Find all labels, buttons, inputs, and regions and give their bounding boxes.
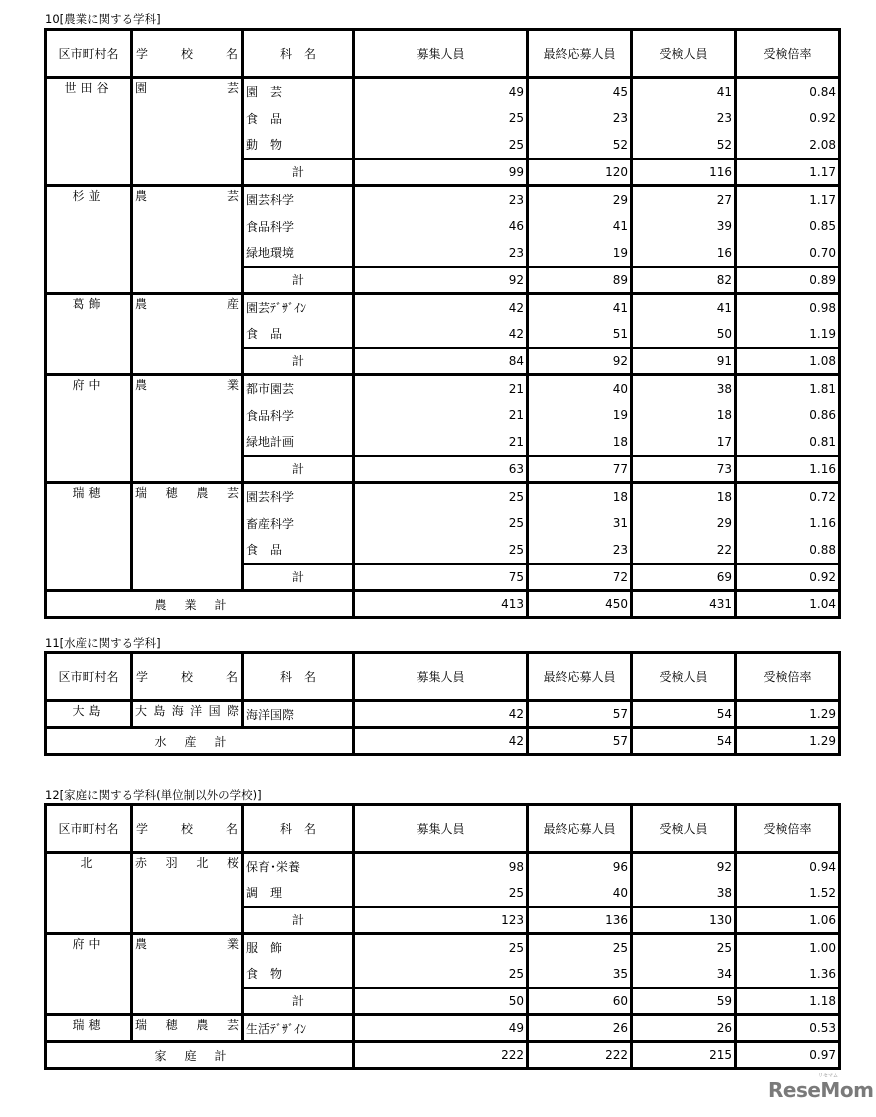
subtotal-ratio-cell: 0.89 [736,267,840,294]
school-name-char: 北 [196,856,209,870]
header-dept: 科 名 [243,653,354,701]
final-cell: 40 [528,880,632,907]
school-name-char: 業 [226,937,239,951]
header-school-char: 名 [225,822,238,836]
capacity-cell: 21 [354,402,528,429]
dept-cell: 畜産科学 [243,510,354,537]
dept-cell: 食品科学 [243,402,354,429]
header-ratio: 受検倍率 [736,805,840,853]
resemom-logo-ruby: リセマム [818,1073,838,1079]
dept-cell: 食 品 [243,105,354,132]
admissions-table [44,651,841,756]
resemom-logo: ReseMom [768,1078,874,1102]
dept-cell: 園芸科学 [243,186,354,213]
subtotal-ratio-cell: 1.18 [736,988,840,1015]
final-cell: 96 [528,853,632,880]
header-final-applicants: 最終応募人員 [528,653,632,701]
header-school-char: 学 [136,670,149,684]
grand-total-capacity-cell: 413 [354,591,528,618]
header-ward: 区市町村名 [46,805,132,853]
ward-cell: 葛飾 [46,294,132,375]
table-row [46,186,840,213]
ratio-cell: 1.19 [736,321,840,348]
subtotal-exam-cell: 130 [632,907,736,934]
grand-total-exam-cell: 215 [632,1042,736,1069]
final-cell: 52 [528,132,632,159]
school-name-char: 大 [135,704,148,718]
school-name-char: 芸 [226,486,239,500]
subtotal-label: 計 [243,564,354,591]
dept-cell: 生活ﾃﾞｻﾞｲﾝ [243,1015,354,1042]
capacity-cell: 21 [354,429,528,456]
dept-cell: 海洋国際 [243,701,354,728]
grand-total-ratio-cell: 0.97 [736,1042,840,1069]
final-cell: 51 [528,321,632,348]
exam-cell: 54 [632,701,736,728]
header-school-char: 名 [225,47,238,61]
subtotal-capacity-cell: 84 [354,348,528,375]
exam-cell: 26 [632,1015,736,1042]
school-cell [132,1015,243,1042]
exam-cell: 18 [632,402,736,429]
dept-cell: 調 理 [243,880,354,907]
table-row [46,853,840,880]
header-dept: 科 名 [243,30,354,78]
ratio-cell: 1.16 [736,510,840,537]
subtotal-final-cell: 136 [528,907,632,934]
subtotal-capacity-cell: 99 [354,159,528,186]
subtotal-final-cell: 89 [528,267,632,294]
school-name-char: 園 [135,81,148,95]
exam-cell: 29 [632,510,736,537]
exam-cell: 38 [632,880,736,907]
capacity-cell: 49 [354,78,528,105]
exam-cell: 18 [632,483,736,510]
subtotal-label: 計 [243,907,354,934]
header-school-char: 名 [225,670,238,684]
school-name-char: 洋 [190,704,203,718]
subtotal-final-cell: 72 [528,564,632,591]
header-row [46,30,840,78]
exam-cell: 39 [632,213,736,240]
grand-total-row [46,728,840,755]
exam-cell: 16 [632,240,736,267]
school-name-char: 穂 [165,1018,178,1032]
subtotal-capacity-cell: 63 [354,456,528,483]
capacity-cell: 23 [354,240,528,267]
final-cell: 29 [528,186,632,213]
ward-cell: 府中 [46,375,132,483]
exam-cell: 34 [632,961,736,988]
grand-total-capacity-cell: 222 [354,1042,528,1069]
dept-cell: 緑地環境 [243,240,354,267]
exam-cell: 27 [632,186,736,213]
header-school-char: 校 [180,822,193,836]
school-name-char: 瑞 [135,1018,148,1032]
subtotal-exam-cell: 91 [632,348,736,375]
final-cell: 19 [528,402,632,429]
grand-total-final-cell: 222 [528,1042,632,1069]
ward-cell: 府中 [46,934,132,1015]
school-name-char: 際 [226,704,239,718]
school-cell [132,934,243,1015]
subtotal-capacity-cell: 50 [354,988,528,1015]
dept-cell: 都市園芸 [243,375,354,402]
grand-total-ratio-cell: 1.29 [736,728,840,755]
capacity-cell: 25 [354,132,528,159]
capacity-cell: 25 [354,880,528,907]
subtotal-ratio-cell: 1.08 [736,348,840,375]
school-name-char: 芸 [226,1018,239,1032]
dept-cell: 園芸科学 [243,483,354,510]
final-cell: 57 [528,701,632,728]
school-cell [132,375,243,483]
ward-cell: 瑞穂 [46,483,132,591]
school-name-char: 農 [196,1018,209,1032]
final-cell: 18 [528,483,632,510]
subtotal-exam-cell: 73 [632,456,736,483]
capacity-cell: 46 [354,213,528,240]
final-cell: 26 [528,1015,632,1042]
header-capacity: 募集人員 [354,30,528,78]
exam-cell: 17 [632,429,736,456]
admissions-table [44,28,841,619]
header-capacity: 募集人員 [354,805,528,853]
exam-cell: 52 [632,132,736,159]
header-ratio: 受検倍率 [736,30,840,78]
subtotal-capacity-cell: 92 [354,267,528,294]
final-cell: 41 [528,213,632,240]
table-row [46,701,840,728]
subtotal-ratio-cell: 1.06 [736,907,840,934]
grand-total-label: 農業計 [46,591,354,618]
header-ward: 区市町村名 [46,653,132,701]
subtotal-label: 計 [243,267,354,294]
subtotal-label: 計 [243,456,354,483]
grand-total-final-cell: 450 [528,591,632,618]
school-name-char: 穂 [165,486,178,500]
school-cell [132,701,243,728]
table-row [46,294,840,321]
final-cell: 23 [528,105,632,132]
header-ward: 区市町村名 [46,30,132,78]
subtotal-capacity-cell: 123 [354,907,528,934]
subtotal-label: 計 [243,988,354,1015]
ratio-cell: 0.53 [736,1015,840,1042]
school-name-char: 瑞 [135,486,148,500]
dept-cell: 食 品 [243,537,354,564]
subtotal-exam-cell: 116 [632,159,736,186]
ratio-cell: 1.81 [736,375,840,402]
ratio-cell: 1.17 [736,186,840,213]
grand-total-label: 家庭計 [46,1042,354,1069]
subtotal-label: 計 [243,348,354,375]
exam-cell: 92 [632,853,736,880]
exam-cell: 41 [632,294,736,321]
school-name-char: 島 [153,704,166,718]
header-examinees: 受検人員 [632,805,736,853]
school-cell [132,294,243,375]
ratio-cell: 0.94 [736,853,840,880]
school-name-char: 芸 [226,189,239,203]
school-cell [132,483,243,591]
subtotal-final-cell: 60 [528,988,632,1015]
exam-cell: 22 [632,537,736,564]
grand-total-exam-cell: 54 [632,728,736,755]
final-cell: 35 [528,961,632,988]
school-cell [132,186,243,294]
ward-cell: 北 [46,853,132,934]
exam-cell: 41 [632,78,736,105]
header-school [132,30,243,78]
ratio-cell: 0.85 [736,213,840,240]
exam-cell: 50 [632,321,736,348]
header-school [132,653,243,701]
table-row [46,375,840,402]
school-name-char: 国 [208,704,221,718]
school-name-char: 芸 [226,81,239,95]
school-name-char: 農 [196,486,209,500]
ward-cell: 杉並 [46,186,132,294]
header-capacity: 募集人員 [354,653,528,701]
capacity-cell: 25 [354,510,528,537]
dept-cell: 服 飾 [243,934,354,961]
header-final-applicants: 最終応募人員 [528,30,632,78]
school-name-char: 桜 [226,856,239,870]
header-school [132,805,243,853]
dept-cell: 食品科学 [243,213,354,240]
school-cell [132,853,243,934]
dept-cell: 緑地計画 [243,429,354,456]
ward-cell: 瑞穂 [46,1015,132,1042]
table-row [46,78,840,105]
section-title: 12[家庭に関する学科(単位制以外の学校)] [45,788,262,802]
final-cell: 25 [528,934,632,961]
school-name-char: 産 [226,297,239,311]
table-row [46,483,840,510]
admissions-table [44,803,841,1070]
subtotal-ratio-cell: 1.17 [736,159,840,186]
capacity-cell: 23 [354,186,528,213]
ratio-cell: 1.36 [736,961,840,988]
subtotal-final-cell: 92 [528,348,632,375]
dept-cell: 保育･栄養 [243,853,354,880]
capacity-cell: 25 [354,934,528,961]
capacity-cell: 25 [354,483,528,510]
final-cell: 19 [528,240,632,267]
ratio-cell: 1.00 [736,934,840,961]
grand-total-row [46,591,840,618]
subtotal-exam-cell: 59 [632,988,736,1015]
ratio-cell: 0.98 [736,294,840,321]
ratio-cell: 0.72 [736,483,840,510]
ward-cell: 大島 [46,701,132,728]
dept-cell: 食 品 [243,321,354,348]
ratio-cell: 0.70 [736,240,840,267]
header-dept: 科 名 [243,805,354,853]
capacity-cell: 42 [354,294,528,321]
final-cell: 41 [528,294,632,321]
header-school-char: 校 [180,47,193,61]
final-cell: 40 [528,375,632,402]
school-name-char: 農 [135,937,148,951]
capacity-cell: 25 [354,105,528,132]
header-examinees: 受検人員 [632,653,736,701]
header-final-applicants: 最終応募人員 [528,805,632,853]
dept-cell: 園 芸 [243,78,354,105]
subtotal-exam-cell: 69 [632,564,736,591]
dept-cell: 園芸ﾃﾞｻﾞｲﾝ [243,294,354,321]
dept-cell: 食 物 [243,961,354,988]
school-name-char: 赤 [135,856,148,870]
exam-cell: 25 [632,934,736,961]
header-examinees: 受検人員 [632,30,736,78]
capacity-cell: 25 [354,537,528,564]
ratio-cell: 1.52 [736,880,840,907]
school-cell [132,78,243,186]
section-title: 10[農業に関する学科] [45,12,161,26]
final-cell: 18 [528,429,632,456]
header-school-char: 学 [136,822,149,836]
section-title: 11[水産に関する学科] [45,636,161,650]
ratio-cell: 0.88 [736,537,840,564]
grand-total-exam-cell: 431 [632,591,736,618]
school-name-char: 農 [135,297,148,311]
ward-cell: 世田谷 [46,78,132,186]
capacity-cell: 42 [354,701,528,728]
final-cell: 31 [528,510,632,537]
grand-total-capacity-cell: 42 [354,728,528,755]
header-ratio: 受検倍率 [736,653,840,701]
grand-total-final-cell: 57 [528,728,632,755]
ratio-cell: 0.92 [736,105,840,132]
capacity-cell: 49 [354,1015,528,1042]
ratio-cell: 1.29 [736,701,840,728]
school-name-char: 農 [135,189,148,203]
ratio-cell: 0.86 [736,402,840,429]
header-row [46,805,840,853]
school-name-char: 業 [226,378,239,392]
subtotal-ratio-cell: 1.16 [736,456,840,483]
exam-cell: 38 [632,375,736,402]
ratio-cell: 2.08 [736,132,840,159]
ratio-cell: 0.84 [736,78,840,105]
subtotal-final-cell: 120 [528,159,632,186]
grand-total-row [46,1042,840,1069]
subtotal-ratio-cell: 0.92 [736,564,840,591]
school-name-char: 海 [171,704,184,718]
capacity-cell: 98 [354,853,528,880]
subtotal-exam-cell: 82 [632,267,736,294]
header-school-char: 学 [136,47,149,61]
table-row [46,1015,840,1042]
school-name-char: 羽 [165,856,178,870]
subtotal-final-cell: 77 [528,456,632,483]
capacity-cell: 21 [354,375,528,402]
school-name-char: 農 [135,378,148,392]
grand-total-label: 水産計 [46,728,354,755]
table-row [46,934,840,961]
header-row [46,653,840,701]
grand-total-ratio-cell: 1.04 [736,591,840,618]
ratio-cell: 0.81 [736,429,840,456]
subtotal-capacity-cell: 75 [354,564,528,591]
final-cell: 45 [528,78,632,105]
subtotal-label: 計 [243,159,354,186]
exam-cell: 23 [632,105,736,132]
capacity-cell: 42 [354,321,528,348]
dept-cell: 動 物 [243,132,354,159]
header-school-char: 校 [180,670,193,684]
capacity-cell: 25 [354,961,528,988]
final-cell: 23 [528,537,632,564]
